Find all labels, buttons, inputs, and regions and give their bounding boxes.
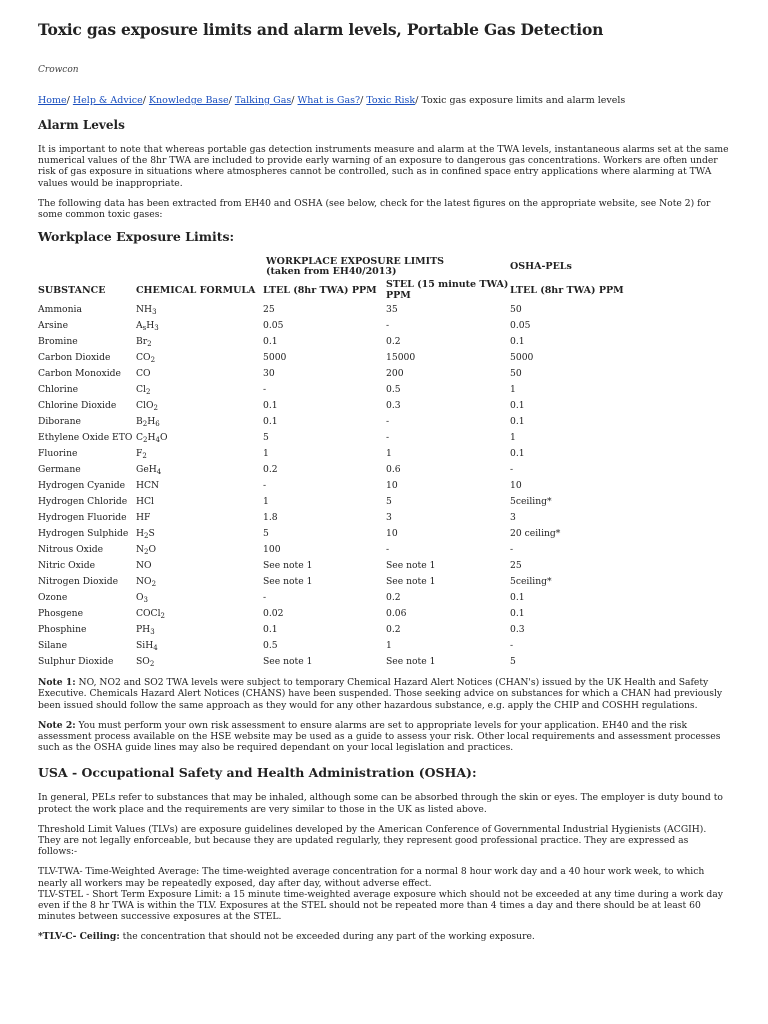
note-2-label: Note 2:	[38, 719, 76, 731]
breadcrumb-help[interactable]: Help & Advice	[72, 95, 143, 106]
formula-subscript: 2	[142, 419, 148, 428]
alarm-levels-para-2: The following data has been extracted from EH40 and OSHA (see below, check for the latest figures on the appropriate website, see Note 2) for some common toxic gases:	[38, 197, 711, 221]
ltel-cell: 0.1	[263, 399, 278, 411]
substance-cell: Silane	[38, 639, 68, 651]
stel-cell: 0.2	[386, 623, 401, 635]
formula-subscript: 2	[160, 611, 165, 620]
substance-cell: Hydrogen Sulphide	[38, 527, 129, 539]
ltel-cell: 5	[263, 431, 269, 443]
table-row	[38, 573, 730, 589]
formula-subscript: 4	[155, 435, 160, 444]
table-row	[38, 317, 730, 333]
formula-cell	[136, 365, 263, 381]
stel-cell: 0.6	[386, 463, 401, 475]
substance-cell: Phosgene	[38, 607, 84, 619]
table-row	[38, 589, 730, 605]
stel-cell: 200	[386, 367, 404, 379]
osha-ltel-cell: 3	[510, 511, 516, 523]
osha-ltel-cell: 0.1	[510, 607, 525, 619]
ltel-cell: 0.5	[263, 639, 278, 651]
substance-cell: Carbon Monoxide	[38, 367, 121, 379]
substance-cell: Chlorine	[38, 383, 79, 395]
osha-ltel-cell: 0.1	[510, 591, 525, 603]
ltel-cell: 0.1	[263, 623, 278, 635]
formula-part: C	[136, 431, 144, 443]
osha-ltel-cell: 50	[510, 303, 522, 315]
note-1	[38, 677, 730, 711]
stel-cell: 0.3	[386, 399, 401, 411]
ltel-cell: 0.05	[263, 319, 284, 331]
stel-cell: -	[386, 415, 390, 427]
table-row	[38, 509, 730, 525]
ltel-cell: See note 1	[263, 575, 313, 587]
formula-cell	[136, 317, 263, 333]
formula-cell	[136, 653, 263, 669]
formula-part: H	[147, 431, 156, 443]
table-row	[38, 557, 730, 573]
col-header-formula: CHEMICAL FORMULA	[136, 284, 256, 296]
formula-part: O	[136, 591, 144, 603]
table-row	[38, 461, 730, 477]
substance-cell: Nitrogen Dioxide	[38, 575, 119, 587]
table-row	[38, 493, 730, 509]
osha-ltel-cell: 50	[510, 367, 522, 379]
page-title: Toxic gas exposure limits and alarm levels, Portable Gas Detection	[38, 20, 604, 39]
substance-cell: Arsine	[38, 319, 69, 331]
ltel-cell: 0.2	[263, 463, 278, 475]
formula-cell	[136, 493, 263, 509]
stel-cell: 35	[386, 303, 398, 315]
formula-subscript: 6	[155, 419, 160, 428]
formula-subscript: 2	[142, 451, 147, 460]
formula-subscript: 4	[153, 643, 158, 652]
group-header-wel-line2: (taken from EH40/2013)	[266, 266, 397, 278]
formula-cell	[136, 605, 263, 621]
ltel-cell: -	[263, 383, 267, 395]
formula-part: H	[136, 527, 145, 539]
osha-ltel-cell: 25	[510, 559, 522, 571]
ltel-cell: 0.1	[263, 335, 278, 347]
formula-part: PH	[136, 623, 151, 635]
osha-ltel-cell: 5ceiling*	[510, 495, 552, 507]
ltel-cell: 5000	[263, 351, 287, 363]
breadcrumb-what-is-gas[interactable]: What is Gas?	[297, 95, 361, 106]
formula-part: F	[136, 447, 143, 459]
osha-ltel-cell: 0.1	[510, 415, 525, 427]
table-row	[38, 333, 730, 349]
osha-ltel-cell: -	[510, 543, 514, 555]
substance-cell: Nitric Oxide	[38, 559, 96, 571]
table-row	[38, 301, 730, 317]
formula-part: SiH	[136, 639, 154, 651]
substance-cell: Diborane	[38, 415, 81, 427]
osha-ceiling-label: *TLV-C- Ceiling:	[38, 931, 120, 943]
osha-ceiling-text: the concentration that should not be exceeded during any part of the working exposure.	[122, 931, 535, 943]
breadcrumb-knowledge-base[interactable]: Knowledge Base	[148, 95, 229, 106]
formula-subscript: 2	[147, 339, 152, 348]
osha-ltel-cell: 5ceiling*	[510, 575, 552, 587]
formula-part: Cl	[136, 383, 146, 395]
formula-part: H	[147, 415, 156, 427]
col-header-osha-ltel: LTEL (8hr TWA) PPM	[510, 284, 624, 296]
formula-subscript: 2	[151, 579, 157, 588]
alarm-levels-heading: Alarm Levels	[38, 118, 125, 132]
stel-cell: See note 1	[386, 559, 436, 571]
breadcrumb-talking-gas[interactable]: Talking Gas	[234, 95, 292, 106]
breadcrumb-toxic-risk[interactable]: Toxic Risk	[366, 95, 416, 106]
breadcrumb: Home/ Help & Advice/ Knowledge Base/ Talking Gas/ What is Gas?/ Toxic Risk/ Toxic gas exposure limits and alarm levels	[38, 95, 626, 106]
formula-part: H	[146, 319, 155, 331]
formula-subscript: 2	[153, 403, 158, 412]
ltel-cell: 100	[263, 543, 281, 555]
formula-part: CO	[136, 351, 151, 363]
formula-part: COCl	[136, 607, 161, 619]
formula-part: HCl	[136, 495, 154, 507]
table-row	[38, 413, 730, 429]
osha-ltel-cell: -	[510, 463, 514, 475]
ltel-cell: 1.8	[263, 511, 278, 523]
formula-cell	[136, 445, 263, 461]
substance-cell: Fluorine	[38, 447, 78, 459]
formula-cell	[136, 333, 263, 349]
osha-ltel-cell: 0.05	[510, 319, 531, 331]
stel-cell: 0.5	[386, 383, 401, 395]
substance-cell: Ozone	[38, 591, 68, 603]
formula-cell	[136, 621, 263, 637]
osha-ltel-cell: 0.3	[510, 623, 525, 635]
formula-cell	[136, 477, 263, 493]
substance-cell: Sulphur Dioxide	[38, 655, 114, 667]
osha-ltel-cell: -	[510, 639, 514, 651]
wel-heading: Workplace Exposure Limits:	[38, 229, 235, 245]
group-header-wel-line1: WORKPLACE EXPOSURE LIMITS	[266, 256, 445, 268]
col-header-substance: SUBSTANCE	[38, 284, 106, 296]
breadcrumb-current: Toxic gas exposure limits and alarm levels	[421, 95, 626, 106]
stel-cell: 1	[386, 639, 392, 651]
osha-para-2: Threshold Limit Values (TLVs) are exposure guidelines developed by the American Conference of Governmental Industrial Hygienists (ACGIH). They are not legally enforceable, but because they are updated regularly, they represent good professional practice. They are expressed as follows:-	[38, 823, 707, 858]
ltel-cell: 1	[263, 495, 269, 507]
stel-cell: See note 1	[386, 655, 436, 667]
alarm-levels-para-1: It is important to note that whereas portable gas detection instruments measure and alarm at the TWA levels, instantaneous alarms set at the same numerical values of the 8hr TWA are included to provide early warning of an exposure to dangerous gas concentrations. Workers are often under risk of gas exposure in situations where atmospheres cannot be controlled, such as in confined space entry applications where alarming at TWA values would be inappropriate.	[38, 144, 729, 189]
group-header-wel	[263, 254, 510, 279]
substance-cell: Ethylene Oxide ETO	[38, 431, 133, 443]
osha-heading: USA - Occupational Safety and Health Administration (OSHA):	[38, 765, 477, 781]
col-header-stel: STEL (15 minute TWA) PPM	[386, 279, 509, 302]
formula-subscript: 3	[143, 595, 149, 604]
osha-ltel-cell: 10	[510, 479, 522, 491]
stel-cell: 3	[386, 511, 392, 523]
osha-para-3a: TLV-TWA- Time-Weighted Average: The time-weighted average concentration for a normal 8 hour work day and a 40 hour work week, to which nearly all workers may be repeatedly exposed, day after day, without adverse effect.	[38, 866, 705, 889]
osha-ltel-cell: 5	[510, 655, 516, 667]
substance-cell: Bromine	[38, 335, 78, 347]
ltel-cell: -	[263, 479, 267, 491]
substance-cell: Chlorine Dioxide	[38, 399, 117, 411]
stel-cell: 1	[386, 447, 392, 459]
formula-cell	[136, 349, 263, 365]
formula-subscript: 2	[143, 435, 148, 444]
formula-cell	[136, 589, 263, 605]
formula-subscript: s	[142, 323, 147, 332]
author: Crowcon	[38, 65, 79, 75]
formula-cell	[136, 541, 263, 557]
table-row	[38, 365, 730, 381]
substance-cell: Phosphine	[38, 623, 87, 635]
breadcrumb-home[interactable]: Home	[38, 95, 67, 106]
osha-ltel-cell: 0.1	[510, 399, 525, 411]
table-row	[38, 605, 730, 621]
ltel-cell: 1	[263, 447, 269, 459]
exposure-limits-body	[38, 301, 730, 669]
table-row	[38, 541, 730, 557]
formula-part: O	[159, 431, 168, 443]
note-2	[38, 720, 730, 754]
ltel-cell: 30	[263, 367, 275, 379]
formula-subscript: 4	[156, 467, 162, 476]
group-header-osha: OSHA-PELs	[510, 261, 572, 273]
formula-subscript: 3	[154, 323, 159, 332]
stel-cell: See note 1	[386, 575, 436, 587]
formula-part: HF	[136, 511, 151, 523]
formula-part: B	[136, 415, 143, 427]
note-2-text: You must perform your own risk assessment to ensure alarms are set to appropriate levels for your application. EH40 and the risk assessment process available on the HSE website may be used as a guide to assess your risk. Other local requirements and assessment processes such as the OSHA guide lines may also be required dependant on your local legislation and practices.	[38, 719, 721, 754]
formula-part: A	[136, 319, 143, 331]
table-row	[38, 445, 730, 461]
formula-cell	[136, 381, 263, 397]
formula-part: NH	[136, 303, 153, 315]
osha-ltel-cell: 0.1	[510, 335, 525, 347]
osha-para-3b: TLV-STEL - Short Term Exposure Limit: a 15 minute time-weighted average exposure which should not be exceeded at any time during a work day even if the 8 hr TWA is within the TLV. Exposures at the STEL should not be repeated more than 4 times a day and there should be at least 60 minutes between successive exposures at the STEL.	[38, 888, 723, 923]
table-row	[38, 525, 730, 541]
substance-cell: Nitrous Oxide	[38, 543, 104, 555]
osha-ltel-cell: 1	[510, 383, 516, 395]
formula-subscript: 2	[144, 547, 149, 556]
table-row	[38, 637, 730, 653]
formula-cell	[136, 301, 263, 317]
substance-cell: Hydrogen Fluoride	[38, 511, 127, 523]
formula-cell	[136, 461, 263, 477]
osha-para-1: In general, PELs refer to substances that may be inhaled, although some can be absorbed through the skin or eyes. The employer is duty bound to protect the work place and the requirements are very similar to those in the UK as listed above.	[38, 792, 723, 815]
formula-subscript: 2	[144, 531, 149, 540]
table-row	[38, 621, 730, 637]
stel-cell: 0.2	[386, 335, 401, 347]
osha-ceiling	[38, 931, 730, 942]
col-header-ltel: LTEL (8hr TWA) PPM	[263, 284, 377, 296]
table-row	[38, 397, 730, 413]
note-1-text: NO, NO2 and SO2 TWA levels were subject to temporary Chemical Hazard Alert Notices (CHAN's) issued by the UK Health and Safety Executive. Chemicals Hazard Alert Notices (CHANS) have been suspended. Those seeking advice on substances for which a CHAN had previously been issued should follow the same approach as they would for any other hazardous substance, e.g. apply the CHIP and COSHH regulations.	[38, 677, 723, 711]
osha-ltel-cell: 20 ceiling*	[510, 527, 561, 539]
formula-cell	[136, 525, 263, 541]
ltel-cell: 0.1	[263, 415, 278, 427]
formula-part: Br	[136, 335, 148, 347]
substance-cell: Ammonia	[38, 303, 82, 315]
ltel-cell: See note 1	[263, 559, 313, 571]
ltel-cell: 5	[263, 527, 269, 539]
formula-part: HCN	[136, 479, 160, 491]
ltel-cell: 25	[263, 303, 275, 315]
formula-cell	[136, 557, 263, 573]
formula-part: NO	[136, 559, 152, 571]
stel-cell: -	[386, 431, 390, 443]
stel-cell: 10	[386, 479, 398, 491]
formula-part: O	[148, 543, 157, 555]
stel-cell: 0.06	[386, 607, 407, 619]
stel-cell: 0.2	[386, 591, 401, 603]
formula-cell	[136, 429, 263, 445]
table-row	[38, 477, 730, 493]
ltel-cell: -	[263, 591, 267, 603]
table-row	[38, 653, 730, 669]
formula-subscript: 3	[152, 307, 157, 316]
formula-cell	[136, 413, 263, 429]
stel-cell: 10	[386, 527, 398, 539]
stel-cell: -	[386, 319, 390, 331]
formula-part: SO	[136, 655, 150, 667]
exposure-limits-table	[38, 254, 730, 669]
formula-cell	[136, 637, 263, 653]
formula-cell	[136, 397, 263, 413]
formula-subscript: 3	[150, 627, 155, 636]
substance-cell: Hydrogen Chloride	[38, 495, 128, 507]
note-1-label: Note 1:	[38, 677, 76, 689]
osha-ltel-cell: 5000	[510, 351, 534, 363]
formula-part: N	[136, 543, 145, 555]
ltel-cell: 0.02	[263, 607, 284, 619]
table-row	[38, 429, 730, 445]
formula-cell	[136, 573, 263, 589]
formula-part: ClO	[136, 399, 154, 411]
table-row	[38, 381, 730, 397]
formula-cell	[136, 509, 263, 525]
substance-cell: Hydrogen Cyanide	[38, 479, 126, 491]
table-row	[38, 349, 730, 365]
formula-subscript: 2	[149, 659, 155, 668]
stel-cell: 15000	[386, 351, 416, 363]
osha-ltel-cell: 0.1	[510, 447, 525, 459]
formula-subscript: 2	[145, 387, 151, 396]
substance-cell: Germane	[38, 463, 81, 475]
formula-part: S	[148, 527, 155, 539]
formula-subscript: 2	[150, 355, 156, 364]
ltel-cell: See note 1	[263, 655, 313, 667]
stel-cell: 5	[386, 495, 392, 507]
stel-cell: -	[386, 543, 390, 555]
substance-cell: Carbon Dioxide	[38, 351, 111, 363]
formula-part: GeH	[136, 463, 157, 475]
formula-part: NO	[136, 575, 152, 587]
formula-part: CO	[136, 367, 151, 379]
osha-ltel-cell: 1	[510, 431, 516, 443]
